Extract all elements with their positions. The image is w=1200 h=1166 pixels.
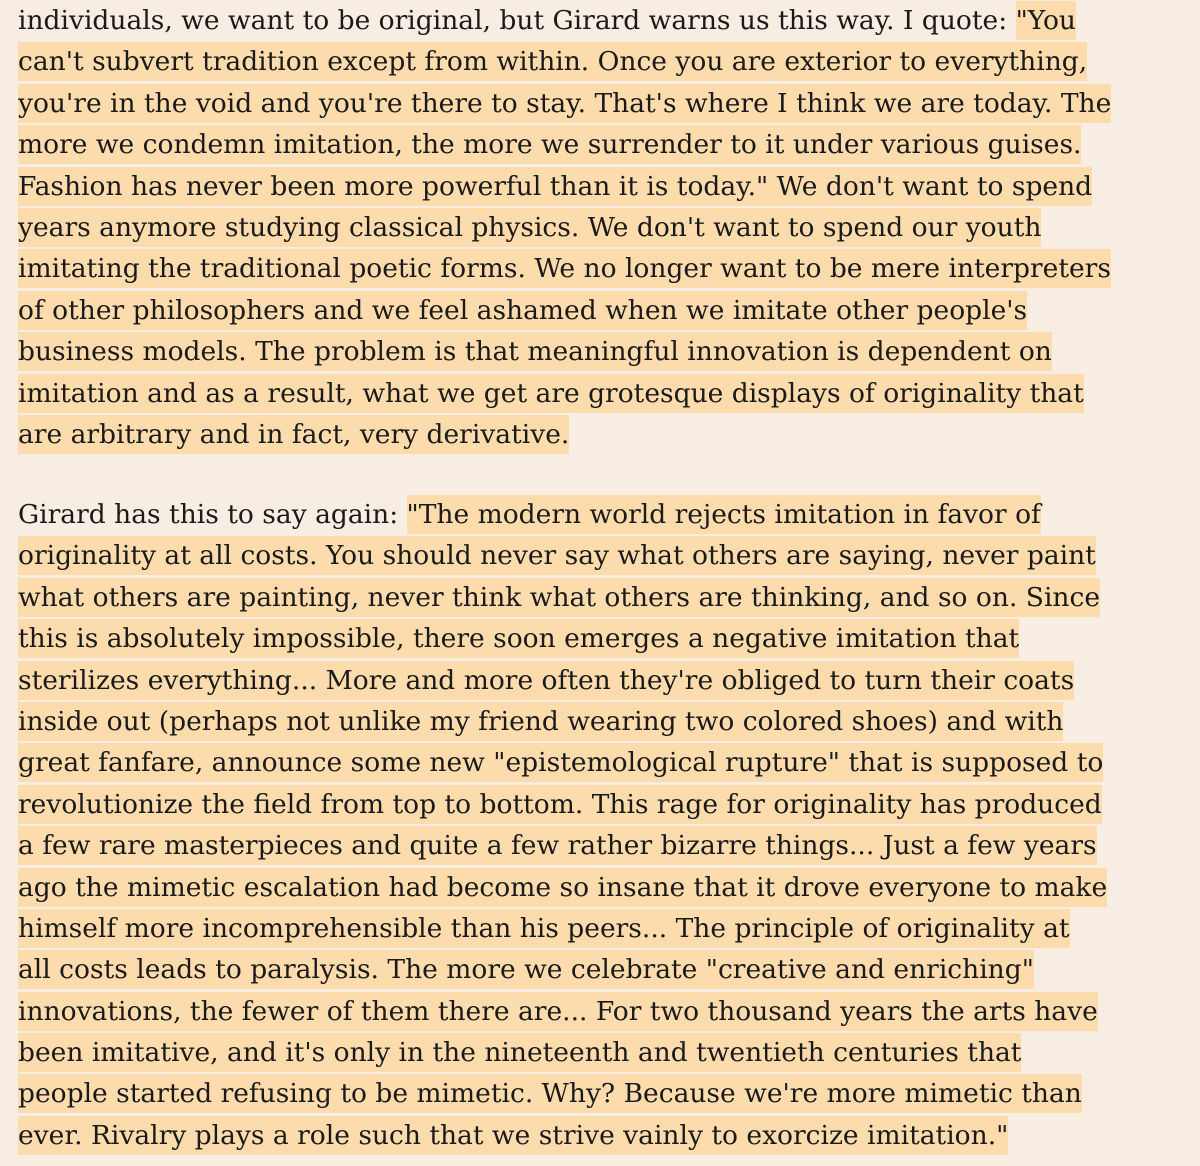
highlighted-text[interactable]: all costs leads to paralysis. The more we celebrate "creative and enriching" — [18, 950, 1034, 989]
highlighted-text[interactable]: innovations, the fewer of them there are... For two thousand years the arts have — [18, 992, 1098, 1031]
highlighted-text[interactable]: revolutionize the field from top to bottom. This rage for originality has produced — [18, 785, 1102, 824]
highlighted-text[interactable]: more we condemn imitation, the more we surrender to it under various guises. — [18, 125, 1081, 164]
highlighted-text[interactable]: himself more incomprehensible than his peers... The principle of originality at — [18, 909, 1070, 948]
highlighted-text[interactable]: "The modern world rejects imitation in favor of — [407, 495, 1041, 534]
plain-text: individuals, we want to be original, but Girard warns us this way. I quote: — [18, 5, 1016, 36]
text-line — [18, 331, 1200, 372]
text-line — [18, 618, 1200, 659]
text-line — [18, 949, 1200, 990]
text-line — [18, 41, 1200, 82]
text-line — [18, 825, 1200, 866]
text-line — [18, 701, 1200, 742]
paragraph-1 — [18, 0, 1200, 455]
highlighted-text[interactable]: business models. The problem is that meaningful innovation is dependent on — [18, 332, 1052, 371]
highlighted-text[interactable]: ever. Rivalry plays a role such that we strive vainly to exorcize imitation." — [18, 1116, 1008, 1155]
text-line — [18, 1032, 1200, 1073]
text-line — [18, 0, 1200, 41]
paragraph-2 — [18, 494, 1200, 1156]
highlighted-text[interactable]: imitation and as a result, what we get are grotesque displays of originality that — [18, 374, 1084, 413]
text-line — [18, 784, 1200, 825]
text-line — [18, 577, 1200, 618]
highlighted-text[interactable]: sterilizes everything... More and more often they're obliged to turn their coats — [18, 661, 1074, 700]
text-line — [18, 124, 1200, 165]
text-line — [18, 494, 1200, 535]
highlighted-text[interactable]: inside out (perhaps not unlike my friend wearing two colored shoes) and with — [18, 702, 1063, 741]
text-line — [18, 867, 1200, 908]
text-line — [18, 535, 1200, 576]
highlighted-text[interactable]: Fashion has never been more powerful than it is today." We don't want to spend — [18, 167, 1092, 206]
highlighted-text[interactable]: people started refusing to be mimetic. Why? Because we're more mimetic than — [18, 1074, 1082, 1113]
plain-text: Girard has this to say again: — [18, 499, 407, 530]
highlighted-text[interactable]: you're in the void and you're there to stay. That's where I think we are today. The — [18, 84, 1111, 123]
highlighted-text[interactable]: what others are painting, never think what others are thinking, and so on. Since — [18, 578, 1100, 617]
text-line — [18, 660, 1200, 701]
highlighted-text[interactable]: years anymore studying classical physics. We don't want to spend our youth — [18, 208, 1041, 247]
highlighted-text[interactable]: this is absolutely impossible, there soon emerges a negative imitation that — [18, 619, 1019, 658]
highlighted-text[interactable]: ago the mimetic escalation had become so insane that it drove everyone to make — [18, 868, 1107, 907]
text-line — [18, 991, 1200, 1032]
highlighted-text[interactable]: a few rare masterpieces and quite a few rather bizarre things... Just a few years — [18, 826, 1097, 865]
text-line — [18, 742, 1200, 783]
text-line — [18, 166, 1200, 207]
highlighted-text[interactable]: originality at all costs. You should never say what others are saying, never paint — [18, 536, 1096, 575]
highlighted-text[interactable]: of other philosophers and we feel ashamed when we imitate other people's — [18, 291, 1027, 330]
text-line — [18, 908, 1200, 949]
text-line — [18, 414, 1200, 455]
highlighted-text[interactable]: been imitative, and it's only in the nineteenth and twentieth centuries that — [18, 1033, 1021, 1072]
highlighted-text[interactable]: can't subvert tradition except from within. Once you are exterior to everything, — [18, 42, 1087, 81]
text-line — [18, 290, 1200, 331]
highlighted-text[interactable]: are arbitrary and in fact, very derivative. — [18, 415, 569, 454]
highlighted-text[interactable]: "You — [1016, 1, 1076, 40]
text-line — [18, 83, 1200, 124]
text-line — [18, 373, 1200, 414]
text-line — [18, 1115, 1200, 1156]
highlighted-text[interactable]: imitating the traditional poetic forms. We no longer want to be mere interpreters — [18, 249, 1111, 288]
text-line — [18, 1073, 1200, 1114]
highlighted-text[interactable]: great fanfare, announce some new "epistemological rupture" that is supposed to — [18, 743, 1103, 782]
text-line — [18, 207, 1200, 248]
text-line — [18, 248, 1200, 289]
